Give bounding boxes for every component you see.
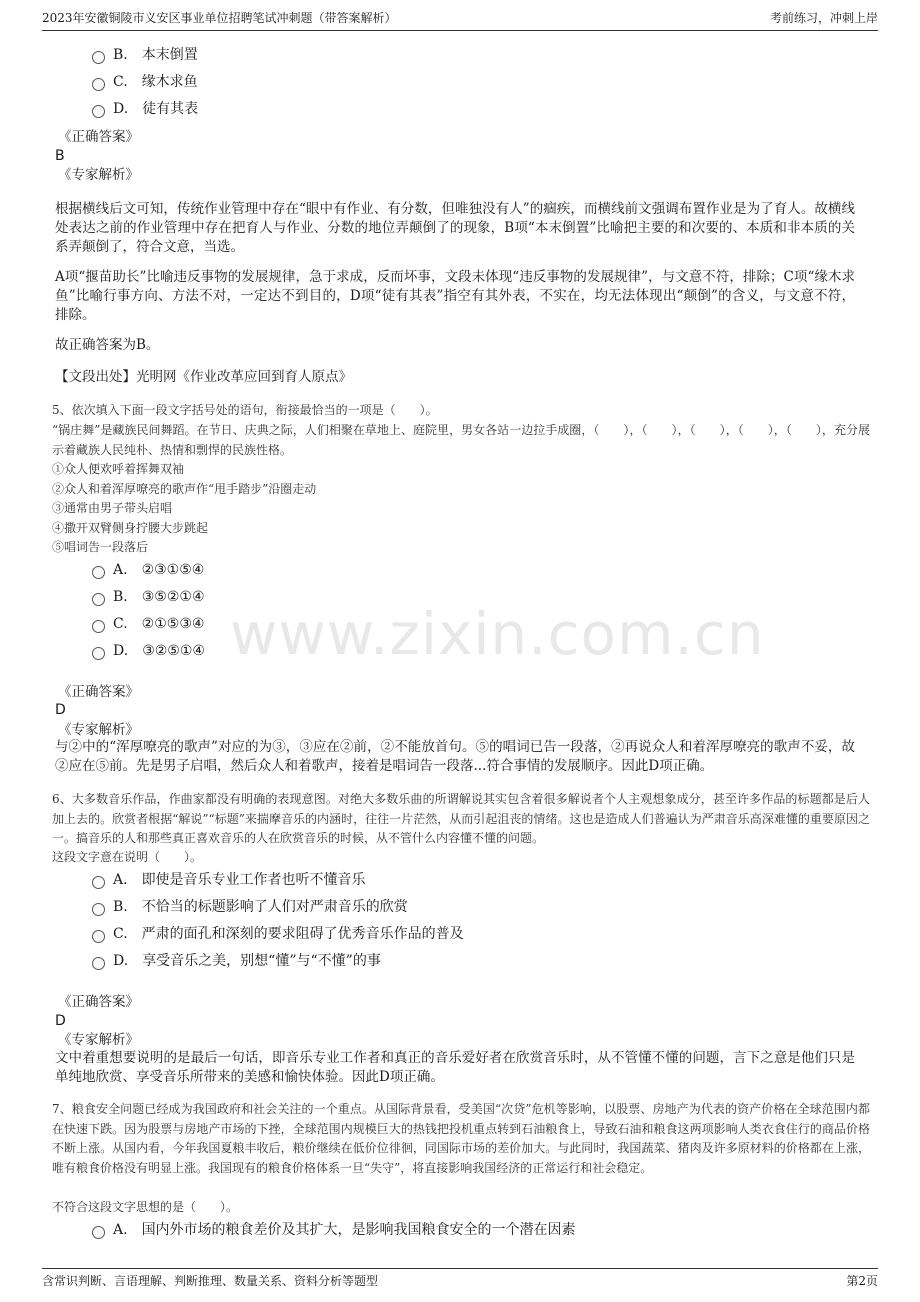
q5-analysis-label: 《专家解析》 [58,722,139,738]
option-text: ③②⑤①④ [142,643,205,659]
option-letter: C. [113,74,128,90]
radio-icon[interactable] [92,903,105,916]
q4-answer: B [55,148,65,164]
q7-stem: 7、粮食安全问题已经成为我国政府和社会关注的一个重点。从国际背景看，受美国“次贷”危机等影响，以股票、房地产为代表的资产价格在全球范围内都在快速下跌。因为股票与房地产市场的下挫，全球范围内规模巨大的热钱把投机重点转到石油粮食上，导致石油和粮食这两项影响人类衣食住行的商品价格不断上涨。从国内看，今年我国夏粮丰收后，粮价继续在低价位徘徊，同国际市场的差价加大。与此同时，我国蔬菜、猪肉及许多原材料的价格都在上涨，唯有粮食价格没有明显上涨。我国现有的粮食价格体系一旦“失守”，将直接影响我国经济的正常运行和社会稳定。 [52,1102,870,1175]
q5-item-3: ③通常由男子带头启唱 [52,501,173,515]
q5-item-5: ⑤唱词告一段落后 [52,540,149,554]
option-text: 徒有其表 [142,101,199,117]
q4-option-b[interactable] [92,43,198,67]
option-letter: A. [113,1222,128,1238]
radio-icon[interactable] [92,78,105,91]
q6-option-c[interactable] [92,922,464,946]
q6-answer-label: 《正确答案》 [58,994,139,1010]
radio-icon[interactable] [92,105,105,118]
q4-option-d[interactable] [92,97,198,121]
q7-option-a[interactable] [92,1218,576,1242]
q4-analysis-paragraph-1: 根据横线后文可知，传统作业管理中存在“眼中有作业、有分数，但唯独没有人”的痼疾，而横线前文强调布置作业是为了育人。故横线处表达之前的作业管理中存在把育人与作业、分数的地位弄颠倒了的现象，B项“本末倒置”比喻把主要的和次要的、本质和非本质的关系弄颠倒了，符合文意，当选。 [55,201,855,255]
radio-icon[interactable] [92,876,105,889]
q4-analysis-paragraph-2: A项“揠苗助长”比喻违反事物的发展规律，急于求成，反而坏事，文段未体现“违反事物的发展规律”，与文意不符，排除；C项“缘木求鱼”比喻行事方向、方法不对，一定达不到目的，D项“徒有其表”指空有其外表，不实在，均无法体现出“颠倒”的含义，与文意不符，排除。 [55,269,855,323]
q5-answer: D [55,702,66,718]
q5-option-b[interactable] [92,585,205,609]
radio-icon[interactable] [92,930,105,943]
q5-answer-label: 《正确答案》 [58,684,139,700]
option-text: 即使是音乐专业工作者也听不懂音乐 [141,872,366,888]
radio-icon[interactable] [92,647,105,660]
footer-topics: 含常识判断、言语理解、判断推理、数量关系、资料分析等题型 [42,1274,379,1288]
q5-item-2: ②众人和着浑厚嘹亮的歌声作“甩手踏步”沿圈走动 [52,482,317,496]
watermark: www.zixin.com.cn [230,600,765,668]
q6-analysis-label: 《专家解析》 [58,1032,139,1048]
q4-analysis-conclusion: 故正确答案为B。 [55,337,160,353]
option-text: 缘木求鱼 [141,74,198,90]
radio-icon[interactable] [92,593,105,606]
q5-option-d[interactable] [92,639,205,663]
option-letter: A. [113,872,128,888]
q4-source: 【文段出处】光明网《作业改革应回到育人原点》 [55,369,352,385]
option-text: 国内外市场的粮食差价及其扩大，是影响我国粮食安全的一个潜在因素 [141,1222,576,1238]
option-text: 享受音乐之美，别想“懂”与“不懂”的事 [142,953,381,969]
radio-icon[interactable] [92,1226,105,1239]
option-text: ②①⑤③④ [141,616,205,632]
option-letter: B. [113,589,128,605]
q6-question: 这段文字意在说明（ ）。 [52,850,203,864]
option-letter: B. [113,899,128,915]
option-letter: C. [113,616,128,632]
option-text: ②③①⑤④ [141,562,205,578]
q5-analysis: 与②中的“浑厚嘹亮的歌声”对应的为③，③应在②前，②不能放首句。⑤的唱词已告一段落，②再说众人和着浑厚嘹亮的歌声不妥，故②应在⑤前。先是男子启唱，然后众人和着歌声，接着是唱词告一段落...符合事情的发展顺序。因此D项正确。 [55,739,855,774]
q4-analysis-label: 《专家解析》 [58,167,139,183]
q5-item-1: ①众人便欢呼着挥舞双袖 [52,462,185,476]
option-text: 本末倒置 [141,47,198,63]
q4-answer-label: 《正确答案》 [58,129,139,145]
document-title: 2023年安徽铜陵市义安区事业单位招聘笔试冲刺题（带答案解析） [42,11,397,25]
option-letter: B. [113,47,128,63]
radio-icon[interactable] [92,620,105,633]
radio-icon[interactable] [92,957,105,970]
q6-option-b[interactable] [92,895,408,919]
header-slogan: 考前练习，冲刺上岸 [769,11,878,25]
option-text: ③⑤②①④ [141,589,205,605]
q7-question: 不符合这段文字思想的是（ ）。 [52,1200,239,1214]
radio-icon[interactable] [92,566,105,579]
q5-option-c[interactable] [92,612,204,636]
page-header [42,8,878,31]
option-text: 不恰当的标题影响了人们对严肃音乐的欣赏 [141,899,408,915]
q6-analysis: 文中着重想要说明的是最后一句话，即音乐专业工作者和真正的音乐爱好者在欣赏音乐时，从不管懂不懂的问题，言下之意是他们只是单纯地欣赏、享受音乐所带来的美感和愉快体验。因此D项正确。 [55,1050,855,1085]
page-number: 第2页 [846,1274,878,1288]
q5-passage: “锅庄舞”是藏族民间舞蹈。在节日、庆典之际，人们相聚在草地上、庭院里，男女各站一边拉手成圈，（ ），（ ），（ ），（ ），（ ），充分展示着藏族人民纯朴、热情和剽悍的民族性格。 [52,423,870,457]
q6-answer: D [55,1013,66,1029]
page-footer [42,1268,878,1291]
q6-option-d[interactable] [92,949,381,973]
option-letter: D. [113,953,129,969]
q5-option-a[interactable] [92,558,204,582]
q6-option-a[interactable] [92,868,366,892]
option-letter: D. [113,643,129,659]
option-letter: D. [113,101,129,117]
q4-option-c[interactable] [92,70,198,94]
q5-item-4: ④撒开双臂侧身拧腰大步跳起 [52,521,209,535]
option-letter: C. [113,926,128,942]
q6-stem: 6、大多数音乐作品，作曲家都没有明确的表现意图。对绝大多数乐曲的所谓解说其实包含着很多解说者个人主观想象成分，甚至许多作品的标题都是后人加上去的。欣赏者根据“解说”“标题”来揣摩音乐的内涵时，往往一片茫然，从而引起沮丧的情绪。这也是造成人们普遍认为严肃音乐高深难懂的重要原因之一。搞音乐的人和那些真正喜欢音乐的人在欣赏音乐的时候，从不管什么内容懂不懂的问题。 [52,792,870,845]
option-letter: A. [113,562,128,578]
q5-stem: 5、依次填入下面一段文字括号处的语句，衔接最恰当的一项是（ ）。 [52,403,438,417]
radio-icon[interactable] [92,51,105,64]
option-text: 严肃的面孔和深刻的要求阻碍了优秀音乐作品的普及 [141,926,464,942]
